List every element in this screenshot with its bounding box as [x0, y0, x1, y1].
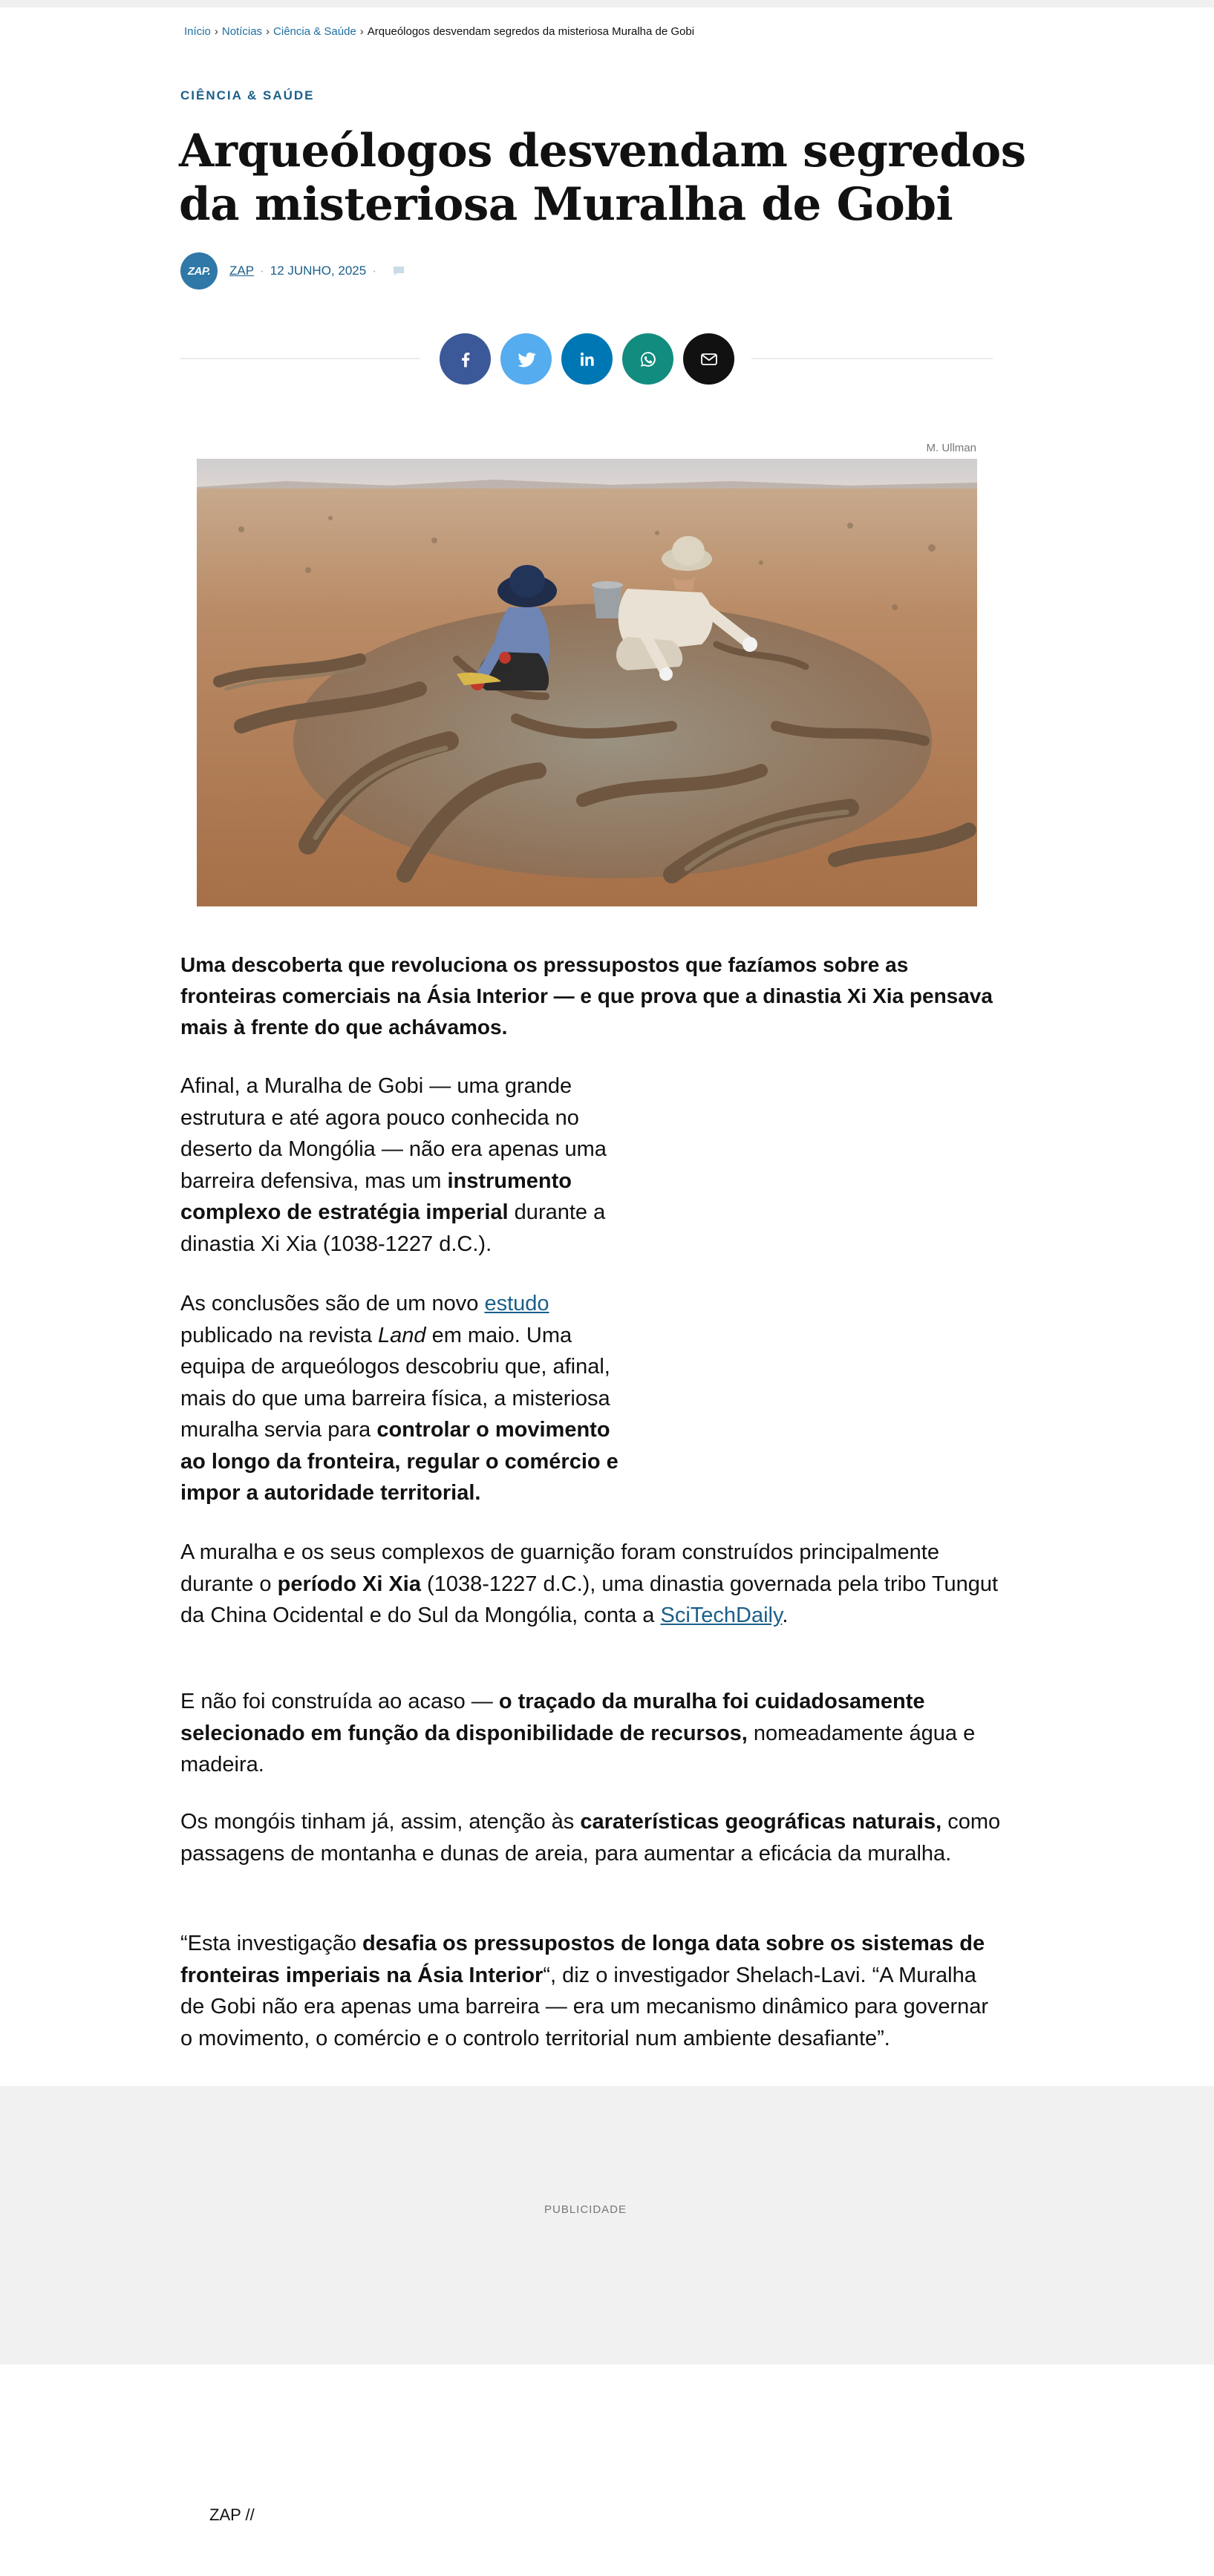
twitter-icon — [516, 349, 537, 370]
breadcrumb-science-health[interactable]: Ciência & Saúde — [273, 25, 356, 38]
whatsapp-icon — [638, 349, 659, 370]
text-segment: Afinal, a Muralha de Gobi — uma grande estrutura e até agora pouco conhecida no deserto da Mongólia — não era apenas uma barreira defensiva, mas um — [180, 1074, 607, 1193]
email-share-button[interactable] — [683, 333, 734, 385]
image-credit: M. Ullman — [926, 442, 976, 454]
share-buttons — [440, 333, 734, 385]
article-category[interactable]: CIÊNCIA & SAÚDE — [180, 88, 315, 102]
bold-text-segment: caraterísticas geográficas naturais, — [580, 1810, 942, 1834]
breadcrumb-home[interactable]: Início — [184, 25, 211, 38]
text-segment: Os mongóis tinham já, assim, atenção às — [180, 1810, 581, 1834]
breadcrumb — [184, 25, 694, 38]
breadcrumb-separator: › — [266, 25, 270, 38]
hero-image — [197, 459, 977, 906]
text-segment: . — [782, 1604, 789, 1627]
byline — [180, 252, 405, 290]
whatsapp-share-button[interactable] — [622, 333, 673, 385]
breadcrumb-news[interactable]: Notícias — [221, 25, 263, 38]
breadcrumb-separator: › — [359, 25, 364, 38]
author-link[interactable]: ZAP — [229, 264, 255, 278]
share-divider-left — [180, 358, 420, 359]
text-segment: nomeadamente água e madeira. — [180, 1721, 976, 1776]
advertisement-label: PUBLICIDADE — [544, 2203, 627, 2216]
bold-text-segment: desafia os pressupostos de longa data sobre os sistemas de fronteiras imperiais na Ásia Interior — [180, 1932, 985, 1987]
text-segment: (1038-1227 d.C.), uma dinastia governada pela tribo Tungut da China Ocidental e do Sul da Mongólia, conta a — [180, 1572, 999, 1627]
text-segment: “, diz o investigador Shelach-Lavi. “A Muralha de Gobi não era apenas uma barreira — era um mecanismo dinâmico para governar o movimento, o comércio e o controlo territorial num ambiente desafiante”. — [180, 1963, 989, 2050]
comment-icon[interactable] — [393, 266, 405, 276]
text-segment: durante a dinastia Xi Xia (1038-1227 d.C.). — [180, 1200, 606, 1256]
bold-text-segment: instrumento complexo de estratégia imperial — [180, 1168, 572, 1224]
bold-text-segment: controlar o movimento ao longo da fronteira, regular o comércio e impor a autoridade territorial. — [180, 1418, 619, 1505]
share-divider-right — [751, 358, 993, 359]
author-avatar[interactable]: ZAP. — [180, 252, 218, 290]
journal-name: Land — [378, 1323, 426, 1347]
text-segment: A muralha e os seus complexos de guarnição foram construídos principalmente durante o — [180, 1540, 939, 1596]
twitter-share-button[interactable] — [500, 333, 552, 385]
linkedin-share-button[interactable] — [561, 333, 613, 385]
bold-text-segment: o traçado da muralha foi cuidadosamente selecionado em função da disponibilidade de recursos, — [180, 1690, 925, 1745]
advertisement-block[interactable] — [0, 2086, 1214, 2364]
archaeologists-photo — [197, 459, 977, 906]
text-segment: “Esta investigação — [180, 1932, 363, 1955]
byline-separator: · — [372, 264, 376, 278]
article-paragraph — [180, 1806, 1005, 1869]
article-date: 12 JUNHO, 2025 — [270, 264, 367, 278]
text-segment: E não foi construída ao acaso — — [180, 1690, 499, 1713]
text-segment: em maio. Uma equipa de arqueólogos descobriu que, afinal, mais do que uma barreira física, a misteriosa muralha servia para — [180, 1323, 610, 1442]
article-paragraph — [180, 1686, 1005, 1781]
scitechdaily-link[interactable]: SciTechDaily — [660, 1604, 783, 1627]
text-segment: publicado na revista — [180, 1323, 378, 1347]
article-lead: Uma descoberta que revoluciona os pressupostos que fazíamos sobre as fronteiras comerciais na Ásia Interior — e que prova que a dinastia Xi Xia pensava mais à frente do que achávamos. — [180, 953, 993, 1039]
article-paragraph — [180, 1928, 1005, 2054]
top-strip — [0, 0, 1214, 7]
footer-brand[interactable]: ZAP // — [209, 2505, 255, 2524]
study-link[interactable]: estudo — [484, 1292, 549, 1315]
breadcrumb-separator: › — [214, 25, 218, 38]
text-segment: como passagens de montanha e dunas de areia, para aumentar a eficácia da muralha. — [180, 1810, 1001, 1866]
article-paragraph — [180, 1537, 1005, 1632]
article-paragraph — [180, 1070, 611, 1260]
text-segment: As conclusões são de um novo — [180, 1292, 485, 1315]
breadcrumb-current: Arqueólogos desvendam segredos da misteriosa Muralha de Gobi — [367, 25, 695, 38]
bold-text-segment: período Xi Xia — [277, 1572, 421, 1596]
facebook-icon — [455, 349, 476, 370]
linkedin-icon — [577, 349, 598, 370]
article-paragraph — [180, 1288, 641, 1509]
mail-icon — [699, 349, 719, 370]
article-title: Arqueólogos desvendam segredos da misteriosa Muralha de Gobi — [179, 125, 1026, 231]
byline-separator: · — [260, 264, 264, 278]
facebook-share-button[interactable] — [440, 333, 491, 385]
